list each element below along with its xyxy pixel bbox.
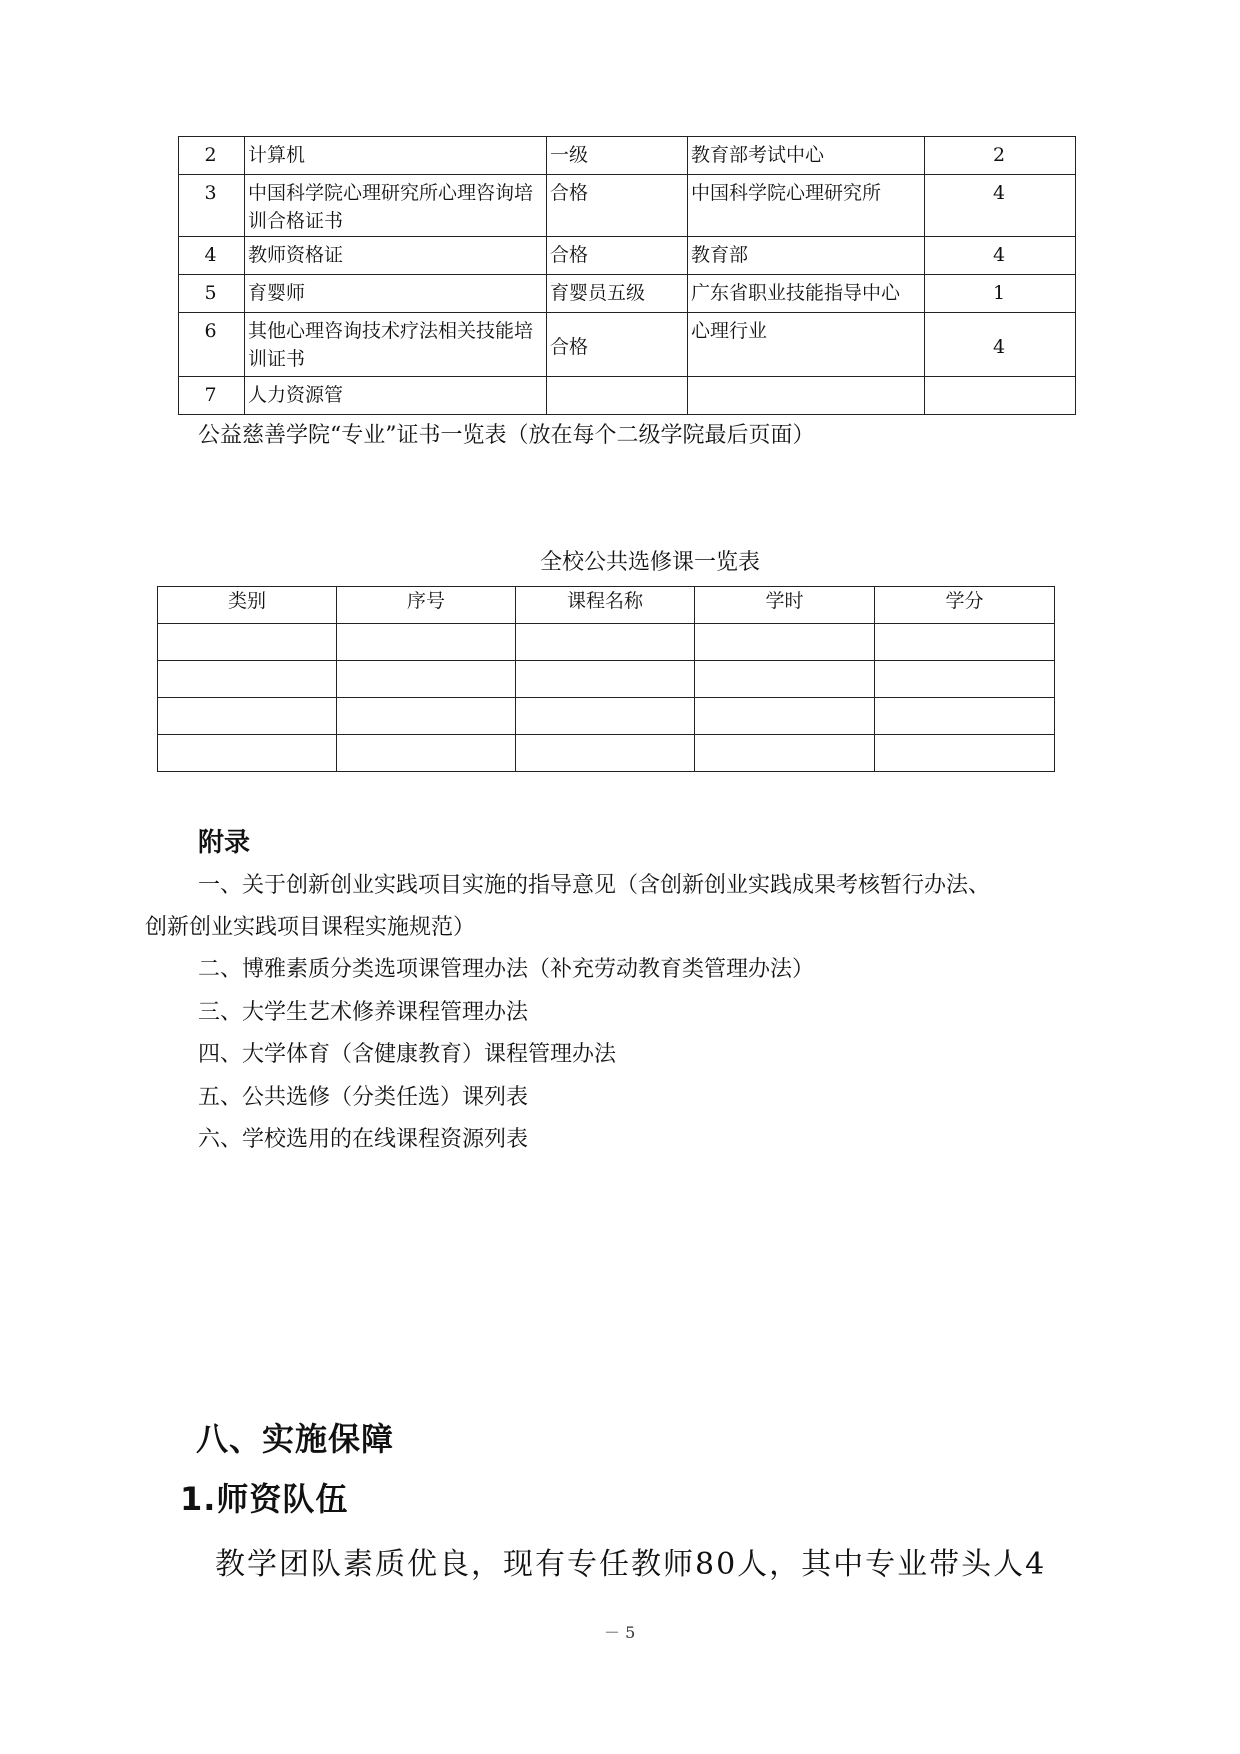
cert-credit: 4 <box>925 237 1076 275</box>
cert-level: 一级 <box>547 137 688 175</box>
empty-cell <box>158 735 337 772</box>
cert-credit: 4 <box>925 175 1076 237</box>
empty-cell <box>337 735 516 772</box>
table-row <box>179 275 1076 313</box>
elective-course-table <box>157 586 1055 772</box>
cert-level: 合格 <box>547 313 688 377</box>
empty-cell <box>875 661 1055 698</box>
empty-cell <box>516 624 695 661</box>
certificate-table <box>178 136 1076 415</box>
empty-cell <box>695 698 875 735</box>
empty-cell <box>158 698 337 735</box>
empty-cell <box>516 661 695 698</box>
cert-num: 2 <box>179 137 245 175</box>
cert-issuer <box>688 377 925 415</box>
cert-num: 5 <box>179 275 245 313</box>
appendix-item: 创新创业实践项目课程实施规范） <box>145 915 476 940</box>
cert-level: 育婴员五级 <box>547 275 688 313</box>
appendix-item: 二、博雅素质分类选项课管理办法（补充劳动教育类管理办法） <box>198 957 815 982</box>
appendix-item: 一、关于创新创业实践项目实施的指导意见（含创新创业实践成果考核暂行办法、 <box>198 873 991 898</box>
cert-level <box>547 377 688 415</box>
empty-cell <box>516 698 695 735</box>
cert-num: 3 <box>179 175 245 237</box>
cert-name: 育婴师 <box>245 275 547 313</box>
cert-num: 4 <box>179 237 245 275</box>
column-header-hours: 学时 <box>695 587 875 624</box>
section-title: 八、实施保障 <box>196 1420 395 1458</box>
cert-credit: 4 <box>925 313 1076 377</box>
body-paragraph: 教学团队素质优良，现有专任教师80人，其中专业带头人4 <box>215 1547 1047 1582</box>
column-header-category: 类别 <box>158 587 337 624</box>
empty-cell <box>875 735 1055 772</box>
empty-cell <box>337 624 516 661</box>
table-row <box>158 698 1055 735</box>
cert-credit: 2 <box>925 137 1076 175</box>
cert-credit: 1 <box>925 275 1076 313</box>
cert-table-caption: 公益慈善学院“专业”证书一览表（放在每个二级学院最后页面） <box>198 423 815 448</box>
cert-level: 合格 <box>547 237 688 275</box>
table-row <box>179 175 1076 237</box>
appendix-item: 四、大学体育（含健康教育）课程管理办法 <box>198 1042 617 1067</box>
column-header-credits: 学分 <box>875 587 1055 624</box>
cert-num: 7 <box>179 377 245 415</box>
cert-issuer: 教育部考试中心 <box>688 137 925 175</box>
cert-issuer: 广东省职业技能指导中心 <box>688 275 925 313</box>
empty-cell <box>337 698 516 735</box>
empty-cell <box>875 624 1055 661</box>
page-number: － 5 <box>604 1623 636 1642</box>
empty-cell <box>158 624 337 661</box>
appendix-item: 三、大学生艺术修养课程管理办法 <box>198 1000 529 1025</box>
cert-name: 计算机 <box>245 137 547 175</box>
empty-cell <box>875 698 1055 735</box>
appendix-title: 附录 <box>198 828 251 858</box>
cert-credit <box>925 377 1076 415</box>
appendix-item: 六、学校选用的在线课程资源列表 <box>198 1127 529 1152</box>
empty-cell <box>158 661 337 698</box>
empty-cell <box>695 624 875 661</box>
empty-cell <box>695 661 875 698</box>
cert-name: 教师资格证 <box>245 237 547 275</box>
empty-cell <box>695 735 875 772</box>
subsection-title: 1.师资队伍 <box>180 1480 349 1518</box>
table-row <box>179 377 1076 415</box>
empty-cell <box>516 735 695 772</box>
table-row <box>179 137 1076 175</box>
cert-name: 人力资源管 <box>245 377 547 415</box>
table-row <box>158 735 1055 772</box>
appendix-item: 五、公共选修（分类任选）课列表 <box>198 1085 529 1110</box>
table-row <box>179 313 1076 377</box>
table-header-row <box>158 587 1055 624</box>
table-row <box>179 237 1076 275</box>
table-row <box>158 661 1055 698</box>
column-header-number: 序号 <box>337 587 516 624</box>
cert-level: 合格 <box>547 175 688 237</box>
empty-cell <box>337 661 516 698</box>
cert-issuer: 教育部 <box>688 237 925 275</box>
column-header-course-name: 课程名称 <box>516 587 695 624</box>
elective-table-title: 全校公共选修课一览表 <box>539 550 760 575</box>
table-row <box>158 624 1055 661</box>
cert-name: 中国科学院心理研究所心理咨询培训合格证书 <box>245 175 547 237</box>
cert-num: 6 <box>179 313 245 377</box>
cert-issuer: 心理行业 <box>688 313 925 377</box>
cert-name: 其他心理咨询技术疗法相关技能培训证书 <box>245 313 547 377</box>
cert-issuer: 中国科学院心理研究所 <box>688 175 925 237</box>
